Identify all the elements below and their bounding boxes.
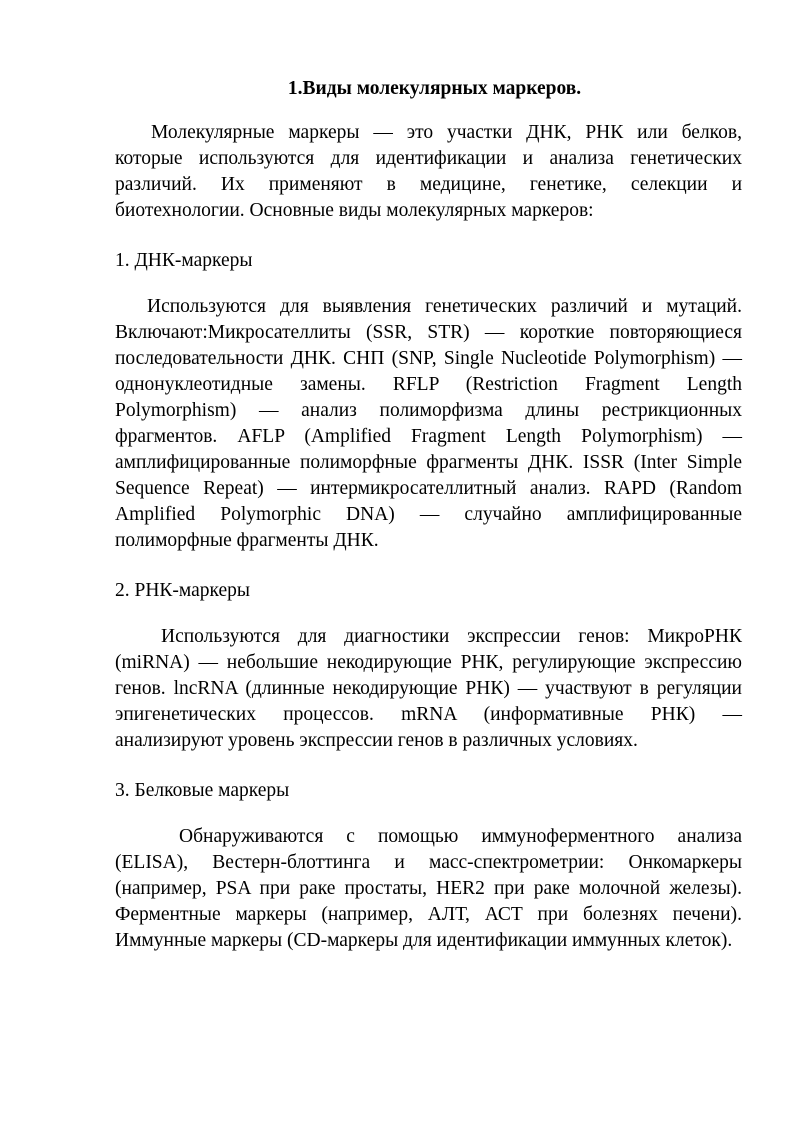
section-heading-protein: 3. Белковые маркеры xyxy=(115,780,290,801)
section-heading-dna: 1. ДНК-маркеры xyxy=(115,250,253,271)
section-text-rna: Используются для диагностики экспрессии генов: МикроРНК (miRNA) — небольшие некодирующие РНК, регулирующие экспрессию генов. lncRNA (длинные некодирующие РНК) — участвуют в регуляции эпигенетических процессов. mRNA (информативные РНК) — анализируют уровень экспрессии генов в различных условиях. xyxy=(115,626,742,751)
intro-paragraph: Молекулярные маркеры — это участки ДНК, РНК или белков, которые используются для идентификации и анализа генетических различий. Их применяют в медицине, генетике, селекции и биотехнологии. Основные виды молекулярных маркеров: xyxy=(115,122,742,221)
section-text-dna: Используются для выявления генетических различий и мутаций. Включают:Микросателлиты (SSR, STR) — короткие повторяющиеся последовательности ДНК. СНП (SNP, Single Nucleotide Polymorphism) — однонуклеотидные замены. RFLP (Restriction Fragment Length Polymorphism) — анализ полиморфизма длины рестрикционных фрагментов. AFLP (Amplified Fragment Length Polymorphism) — амплифицированные полиморфные фрагменты ДНК. ISSR (Inter Simple Sequence Repeat) — интермикросателлитный анализ. RAPD (Random Amplified Polymorphic DNA) — случайно амплифицированные полиморфные фрагменты ДНК. xyxy=(115,296,742,551)
document-title: 1.Виды молекулярных маркеров. xyxy=(287,78,582,99)
section-heading-rna: 2. РНК-маркеры xyxy=(115,580,251,601)
document-content xyxy=(115,76,742,954)
section-text-protein: Обнаруживаются с помощью иммуноферментного анализа (ELISA), Вестерн-блоттинга и масс-спектрометрии: Онкомаркеры (например, PSA при раке простаты, HER2 при раке молочной железы). Ферментные маркеры (например, АЛТ, АСТ при болезнях печени). Иммунные маркеры (CD-маркеры для идентификации иммунных клеток). xyxy=(115,826,742,951)
